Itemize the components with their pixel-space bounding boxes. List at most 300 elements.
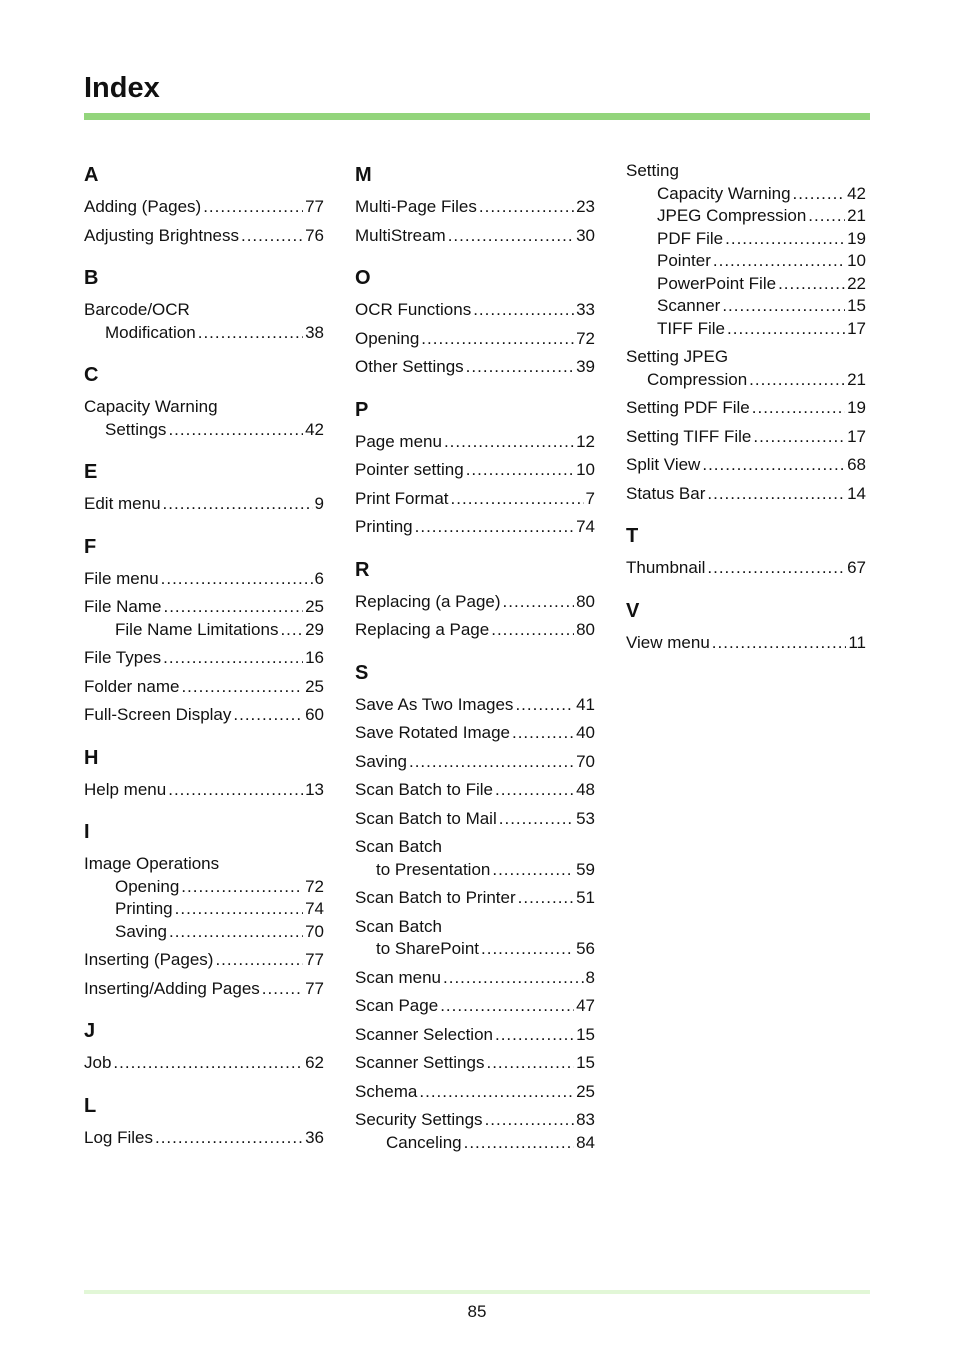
page-ref: 60	[305, 705, 324, 724]
page-ref: 76	[305, 225, 324, 245]
page-ref: 7	[585, 488, 595, 508]
dot-leader	[725, 228, 845, 251]
index-line	[84, 704, 324, 727]
dot-leader	[702, 454, 845, 477]
entry-label: PowerPoint File	[657, 273, 777, 293]
index-line	[84, 978, 324, 1001]
index-entry	[355, 225, 595, 248]
entry-label: Adding (Pages)	[84, 197, 202, 216]
index-entry	[84, 704, 324, 727]
index-line	[355, 916, 595, 939]
entry-label: Setting JPEG	[626, 347, 729, 366]
dot-leader	[753, 426, 845, 449]
dot-leader	[778, 273, 845, 296]
section-letter: I	[84, 821, 90, 843]
index-entry	[626, 557, 866, 580]
entry-label: Settings	[105, 419, 167, 439]
dot-leader	[241, 225, 303, 248]
entry-label: Folder name	[84, 676, 180, 696]
index-entry	[355, 299, 595, 322]
entry-label: Pointer	[657, 251, 711, 270]
index-entry	[355, 808, 595, 831]
page-ref: 56	[576, 939, 595, 958]
index-line	[355, 836, 595, 859]
index-entry	[626, 160, 866, 340]
dot-leader	[181, 876, 303, 899]
section-letter: O	[355, 267, 371, 289]
dot-leader	[712, 632, 847, 655]
page-ref: 72	[305, 876, 324, 896]
dot-leader	[466, 459, 574, 482]
index-line	[84, 921, 324, 944]
page-ref: 19	[847, 228, 866, 248]
dot-leader	[280, 619, 303, 642]
index-entry	[355, 995, 595, 1018]
dot-leader	[479, 196, 574, 219]
index-section	[355, 555, 595, 642]
dot-leader	[444, 431, 574, 454]
index-entry	[355, 1024, 595, 1047]
section-letter: C	[84, 364, 99, 386]
page-ref: 68	[847, 455, 866, 474]
page-ref: 12	[576, 431, 595, 451]
dot-leader	[808, 205, 845, 228]
index-section	[626, 160, 866, 505]
page-ref: 11	[848, 632, 866, 652]
dot-leader	[169, 921, 303, 944]
index-section	[355, 658, 595, 1155]
page-ref: 77	[305, 978, 324, 998]
index-entry	[355, 694, 595, 717]
index-line	[84, 779, 324, 802]
dot-leader	[495, 1024, 574, 1047]
page-ref: 53	[576, 808, 595, 828]
page-ref: 40	[576, 723, 595, 742]
entry-label: Pointer setting	[355, 460, 464, 479]
index-section	[84, 360, 324, 441]
index-line	[84, 647, 324, 670]
index-line	[84, 619, 324, 642]
page-ref: 38	[305, 322, 324, 342]
index-line	[355, 808, 595, 831]
entry-label: Opening	[355, 328, 420, 348]
page-ref: 13	[305, 779, 324, 799]
page-ref: 17	[847, 318, 866, 338]
index-entry	[355, 619, 595, 642]
index-section	[355, 160, 595, 247]
entry-label: PDF File	[657, 228, 724, 248]
index-entry	[355, 751, 595, 774]
entry-label: Save Rotated Image	[355, 723, 510, 742]
entry-label: Security Settings	[355, 1110, 483, 1129]
page-ref: 15	[847, 296, 866, 315]
dot-leader	[451, 488, 584, 511]
dot-leader	[491, 619, 574, 642]
entry-label: Inserting (Pages)	[84, 950, 214, 969]
dot-leader	[515, 694, 574, 717]
entry-label: File Types	[84, 648, 162, 667]
page-ref: 33	[576, 300, 595, 319]
dot-leader	[233, 704, 303, 727]
entry-label: Scan Batch to Mail	[355, 808, 497, 828]
index-entry	[355, 887, 595, 910]
dot-leader	[485, 1109, 575, 1132]
page-ref: 67	[847, 558, 866, 577]
page-ref: 70	[305, 921, 324, 941]
index-entry	[355, 779, 595, 802]
section-letter: R	[355, 558, 370, 581]
index-line	[355, 887, 595, 910]
index-entry	[355, 516, 595, 539]
dot-leader	[481, 938, 574, 961]
index-line	[355, 722, 595, 745]
page-ref: 21	[847, 206, 866, 225]
page-ref: 25	[305, 597, 324, 616]
index-entry	[626, 632, 866, 655]
index-line	[355, 1081, 595, 1104]
entry-label: Scan Batch to File	[355, 780, 493, 799]
index-entry	[355, 916, 595, 961]
page-ref: 30	[576, 225, 595, 245]
section-letter: A	[84, 164, 99, 186]
dot-leader	[161, 568, 313, 591]
dot-leader	[415, 516, 574, 539]
entry-label: Scanner	[657, 296, 721, 315]
index-entry	[84, 949, 324, 972]
index-line	[355, 356, 595, 379]
index-line	[355, 967, 595, 990]
page-ref: 25	[305, 676, 324, 696]
index-line	[84, 419, 324, 442]
index-entry	[626, 346, 866, 391]
dot-leader	[163, 647, 303, 670]
entry-label: Setting PDF File	[626, 398, 750, 417]
page-ref: 48	[576, 780, 595, 799]
index-section	[84, 1091, 324, 1150]
section-letter: V	[626, 599, 640, 622]
index-line	[626, 397, 866, 420]
page-ref: 10	[576, 460, 595, 479]
index-column-2	[355, 160, 595, 1170]
index-entry	[626, 483, 866, 506]
dot-leader	[155, 1127, 303, 1150]
entry-label: Help menu	[84, 779, 167, 799]
index-section	[84, 743, 324, 802]
section-letter: F	[84, 535, 97, 558]
index-line	[84, 898, 324, 921]
index-section	[84, 160, 324, 247]
index-entry	[355, 836, 595, 881]
index-line	[626, 632, 866, 655]
footer-divider	[84, 1290, 870, 1294]
entry-label: Modification	[105, 322, 196, 342]
dot-leader	[727, 318, 845, 341]
index-entry	[84, 396, 324, 441]
index-line	[355, 299, 595, 322]
index-entry	[355, 431, 595, 454]
index-line	[355, 995, 595, 1018]
entry-label: Edit menu	[84, 494, 161, 513]
entry-label: Scanner Settings	[355, 1053, 485, 1072]
page-ref: 51	[576, 888, 595, 907]
page-ref: 23	[576, 197, 595, 216]
index-line	[84, 676, 324, 699]
dot-leader	[262, 978, 303, 1001]
section-letter: S	[355, 661, 369, 684]
index-entry	[626, 426, 866, 449]
index-section	[355, 263, 595, 379]
index-entry	[355, 1109, 595, 1154]
dot-leader	[518, 887, 574, 910]
entry-label: Capacity Warning	[657, 183, 791, 203]
dot-leader	[749, 369, 845, 392]
entry-label: MultiStream	[355, 225, 446, 245]
index-line	[626, 160, 866, 183]
dot-leader	[163, 596, 303, 619]
section-letter: J	[84, 1020, 96, 1042]
index-line	[355, 1109, 595, 1132]
index-entry	[84, 647, 324, 670]
index-entry	[355, 967, 595, 990]
index-line	[84, 1052, 324, 1075]
index-line	[626, 205, 866, 228]
index-entry	[355, 356, 595, 379]
dot-leader	[181, 676, 303, 699]
section-letter: B	[84, 267, 99, 289]
index-entry	[626, 397, 866, 420]
index-line	[355, 328, 595, 351]
entry-label: View menu	[626, 632, 710, 652]
page-ref: 15	[576, 1024, 595, 1044]
index-entry	[84, 853, 324, 943]
index-line	[355, 196, 595, 219]
page-ref: 72	[576, 328, 595, 348]
entry-label: Setting	[626, 161, 679, 180]
entry-label: Schema	[355, 1081, 418, 1101]
dot-leader	[203, 196, 303, 219]
page-ref: 70	[576, 751, 595, 771]
page-ref: 74	[576, 517, 595, 536]
index-line	[626, 318, 866, 341]
index-section	[84, 263, 324, 344]
dot-leader	[440, 995, 574, 1018]
page-ref: 74	[305, 899, 324, 918]
index-line	[355, 488, 595, 511]
entry-label: Barcode/OCR	[84, 300, 190, 319]
entry-label: Adjusting Brightness	[84, 225, 239, 245]
index-line	[626, 183, 866, 206]
page-ref: 9	[314, 494, 324, 513]
index-line	[626, 369, 866, 392]
index-line	[84, 568, 324, 591]
index-entry	[84, 1127, 324, 1150]
index-entry	[355, 196, 595, 219]
index-line	[84, 396, 324, 419]
dot-leader	[466, 356, 574, 379]
index-entry	[84, 978, 324, 1001]
section-letter: H	[84, 746, 99, 769]
page-number: 85	[467, 1302, 487, 1321]
index-line	[626, 483, 866, 506]
page-ref: 22	[847, 273, 866, 293]
entry-label: Scanner Selection	[355, 1024, 493, 1044]
entry-label: File Name	[84, 597, 162, 616]
index-line	[626, 228, 866, 251]
dot-leader	[113, 1052, 303, 1075]
dot-leader	[163, 493, 313, 516]
index-entry	[84, 299, 324, 344]
entry-label: Other Settings	[355, 357, 464, 376]
page-title: Index	[84, 72, 160, 104]
dot-leader	[713, 250, 845, 273]
title-divider	[84, 113, 870, 120]
page-ref: 47	[576, 996, 595, 1015]
entry-label: JPEG Compression	[657, 206, 807, 225]
index-line	[626, 346, 866, 369]
dot-leader	[503, 591, 575, 614]
entry-label: to Presentation	[376, 859, 491, 879]
index-entry	[84, 493, 324, 516]
page-ref: 80	[576, 591, 595, 611]
page-ref: 39	[576, 357, 595, 376]
entry-label: Scan Batch to Printer	[355, 888, 516, 907]
index-entry	[84, 568, 324, 591]
dot-leader	[722, 295, 845, 318]
section-letter: L	[84, 1094, 97, 1117]
index-line	[84, 196, 324, 219]
index-entry	[355, 722, 595, 745]
index-entry	[355, 591, 595, 614]
index-line	[355, 1132, 595, 1155]
page-ref: 77	[305, 950, 324, 969]
section-letter: E	[84, 461, 98, 483]
index-line	[84, 493, 324, 516]
dot-leader	[198, 322, 303, 345]
entry-label: File menu	[84, 568, 159, 588]
page-ref: 84	[576, 1132, 595, 1152]
section-letter: M	[355, 164, 372, 186]
index-line	[355, 694, 595, 717]
index-line	[626, 454, 866, 477]
entry-label: Scan menu	[355, 967, 441, 987]
entry-label: Full-Screen Display	[84, 705, 232, 724]
entry-label: Printing	[115, 899, 173, 918]
index-line	[355, 516, 595, 539]
entry-label: Setting TIFF File	[626, 426, 752, 446]
dot-leader	[215, 949, 303, 972]
entry-label: Print Format	[355, 488, 449, 508]
index-entry	[355, 1052, 595, 1075]
index-line	[626, 250, 866, 273]
page-ref: 42	[847, 183, 866, 203]
index-line	[355, 779, 595, 802]
index-line	[84, 225, 324, 248]
index-line	[84, 1127, 324, 1150]
dot-leader	[448, 225, 574, 248]
entry-label: Scan Page	[355, 996, 439, 1015]
index-line	[355, 459, 595, 482]
index-line	[84, 853, 324, 876]
index-entry	[84, 779, 324, 802]
index-line	[355, 1052, 595, 1075]
dot-leader	[752, 397, 845, 420]
dot-leader	[464, 1132, 574, 1155]
entry-label: OCR Functions	[355, 300, 472, 319]
index-line	[355, 859, 595, 882]
dot-leader	[707, 557, 845, 580]
index-line	[84, 949, 324, 972]
dot-leader	[707, 483, 845, 506]
index-line	[84, 322, 324, 345]
page-ref: 15	[576, 1053, 595, 1072]
index-entry	[84, 225, 324, 248]
page-ref: 16	[305, 648, 324, 667]
entry-label: Page menu	[355, 431, 442, 451]
dot-leader	[409, 751, 574, 774]
index-line	[84, 299, 324, 322]
index-line	[626, 557, 866, 580]
index-line	[355, 938, 595, 961]
index-section	[626, 596, 866, 655]
page-ref: 8	[585, 967, 595, 987]
index-section	[84, 457, 324, 516]
index-entry	[84, 1052, 324, 1075]
dot-leader	[419, 1081, 574, 1104]
entry-label: to SharePoint	[376, 939, 480, 958]
dot-leader	[499, 808, 574, 831]
page-ref: 59	[576, 859, 595, 879]
index-entry	[355, 1081, 595, 1104]
index-entry	[84, 196, 324, 219]
index-line	[355, 619, 595, 642]
dot-leader	[512, 722, 574, 745]
index-entry	[626, 454, 866, 477]
dot-leader	[495, 779, 574, 802]
dot-leader	[443, 967, 584, 990]
index-line	[355, 431, 595, 454]
entry-label: Saving	[115, 921, 167, 941]
index-section	[84, 817, 324, 1000]
index-column-3	[626, 160, 866, 670]
dot-leader	[421, 328, 574, 351]
page-ref: 14	[847, 483, 866, 503]
entry-label: Opening	[115, 876, 180, 896]
entry-label: Canceling	[386, 1132, 462, 1152]
dot-leader	[793, 183, 846, 206]
dot-leader	[492, 859, 574, 882]
entry-label: Scan Batch	[355, 837, 442, 856]
index-section	[355, 395, 595, 539]
entry-label: Scan Batch	[355, 916, 442, 936]
section-letter: T	[626, 525, 639, 547]
index-line	[626, 295, 866, 318]
entry-label: Multi-Page Files	[355, 197, 477, 216]
page-ref: 80	[576, 620, 595, 639]
page-ref: 83	[576, 1110, 595, 1129]
page-ref: 36	[305, 1127, 324, 1147]
entry-label: Image Operations	[84, 854, 220, 873]
entry-label: Capacity Warning	[84, 397, 218, 416]
entry-label: Replacing a Page	[355, 620, 490, 639]
dot-leader	[168, 419, 303, 442]
index-line	[84, 596, 324, 619]
entry-label: Split View	[626, 455, 701, 474]
entry-label: Compression	[647, 369, 748, 389]
index-line	[84, 876, 324, 899]
index-line	[626, 273, 866, 296]
entry-label: Thumbnail	[626, 558, 706, 577]
index-column-1	[84, 160, 324, 1165]
